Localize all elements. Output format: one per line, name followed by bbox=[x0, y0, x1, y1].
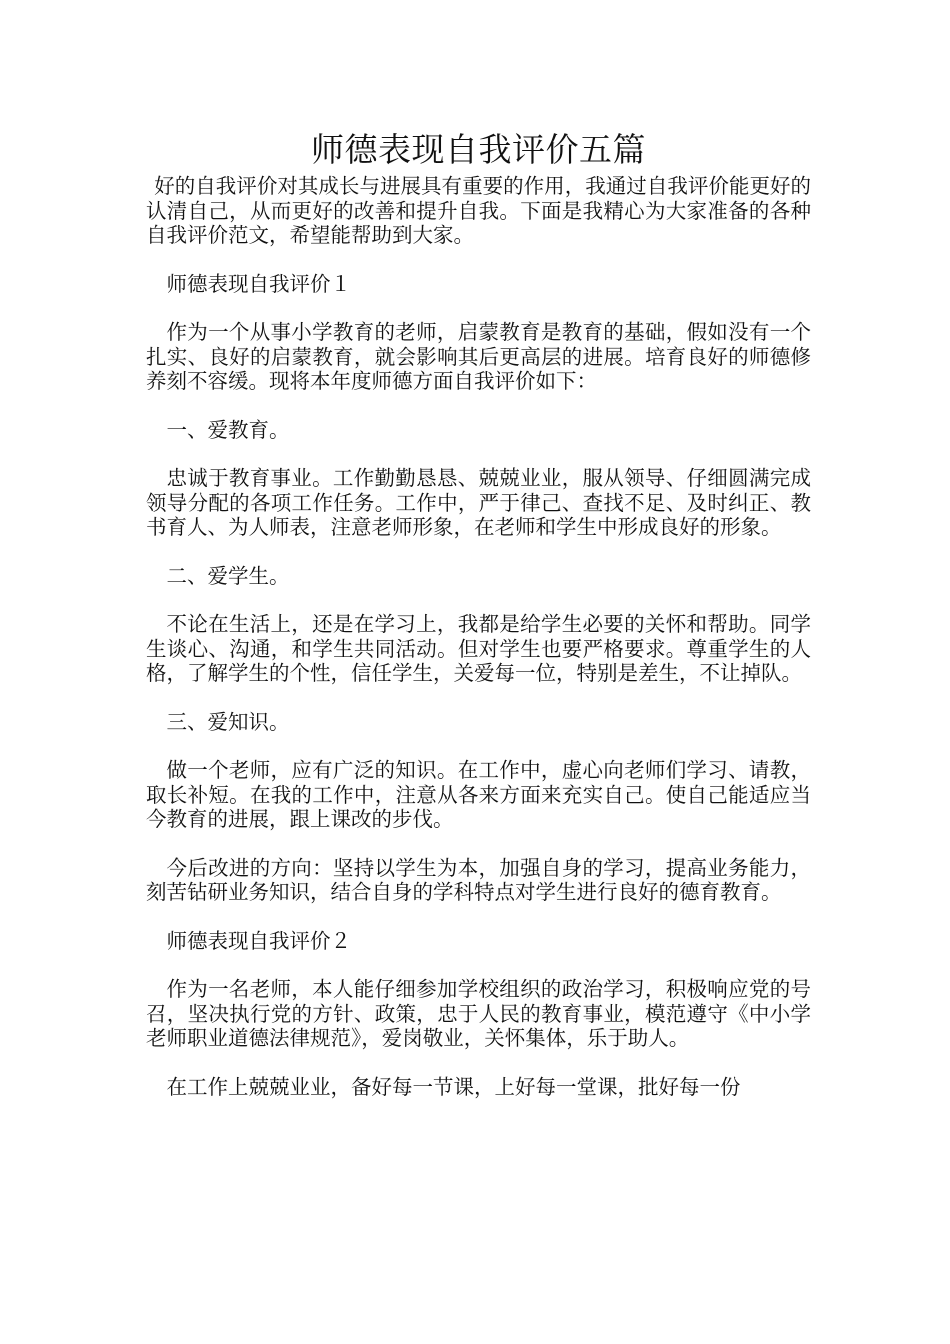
body-paragraph: 在工作上兢兢业业，备好每一节课，上好每一堂课，批好每一份 bbox=[166, 1074, 741, 1099]
body-paragraph: 忠诚于教育事业。工作勤勤恳恳、兢兢业业，服从领导、仔细圆满完成领导分配的各项工作任务。工作中，严于律己、查找不足、及时纠正、教书育人、为人师表，注意老师形象，在老师和学生中形成良好的形象。 bbox=[146, 466, 811, 539]
section-heading-2: 师德表现自我评价２ bbox=[166, 928, 351, 953]
subheading-love-students: 二、爱学生。 bbox=[166, 563, 290, 588]
subheading-love-knowledge: 三、爱知识。 bbox=[166, 709, 290, 734]
body-paragraph: 今后改进的方向：坚持以学生为本，加强自身的学习，提高业务能力，刻苦钻研业务知识，结合自身的学科特点对学生进行良好的德育教育。 bbox=[146, 855, 811, 904]
section-heading-1: 师德表现自我评价１ bbox=[166, 271, 351, 296]
body-paragraph: 不论在生活上，还是在学习上，我都是给学生必要的关怀和帮助。同学生谈心、沟通，和学生共同活动。但对学生也要严格要求。尊重学生的人格，了解学生的个性，信任学生，关爱每一位，特别是差生，不让掉队。 bbox=[146, 612, 811, 685]
document-title: 师德表现自我评价五篇 bbox=[311, 130, 646, 169]
intro-paragraph: 好的自我评价对其成长与进展具有重要的作用，我通过自我评价能更好的认清自己，从而更好的改善和提升自我。下面是我精心为大家准备的各种自我评价范文，希望能帮助到大家。 bbox=[146, 174, 811, 247]
document-page bbox=[146, 128, 811, 1123]
body-paragraph: 作为一个从事小学教育的老师，启蒙教育是教育的基础，假如没有一个扎实、良好的启蒙教育，就会影响其后更高层的进展。培育良好的师德修养刻不容缓。现将本年度师德方面自我评价如下： bbox=[146, 320, 811, 393]
body-paragraph: 做一个老师，应有广泛的知识。在工作中，虚心向老师们学习、请教，取长补短。在我的工作中，注意从各来方面来充实自己。使自己能适应当今教育的进展，跟上课改的步伐。 bbox=[146, 758, 811, 831]
subheading-love-education: 一、爱教育。 bbox=[166, 417, 290, 442]
body-paragraph: 作为一名老师，本人能仔细参加学校组织的政治学习，积极响应党的号召，坚决执行党的方针、政策，忠于人民的教育事业，模范遵守《中小学老师职业道德法律规范》，爱岗敬业，关怀集体，乐于助人。 bbox=[146, 977, 811, 1050]
